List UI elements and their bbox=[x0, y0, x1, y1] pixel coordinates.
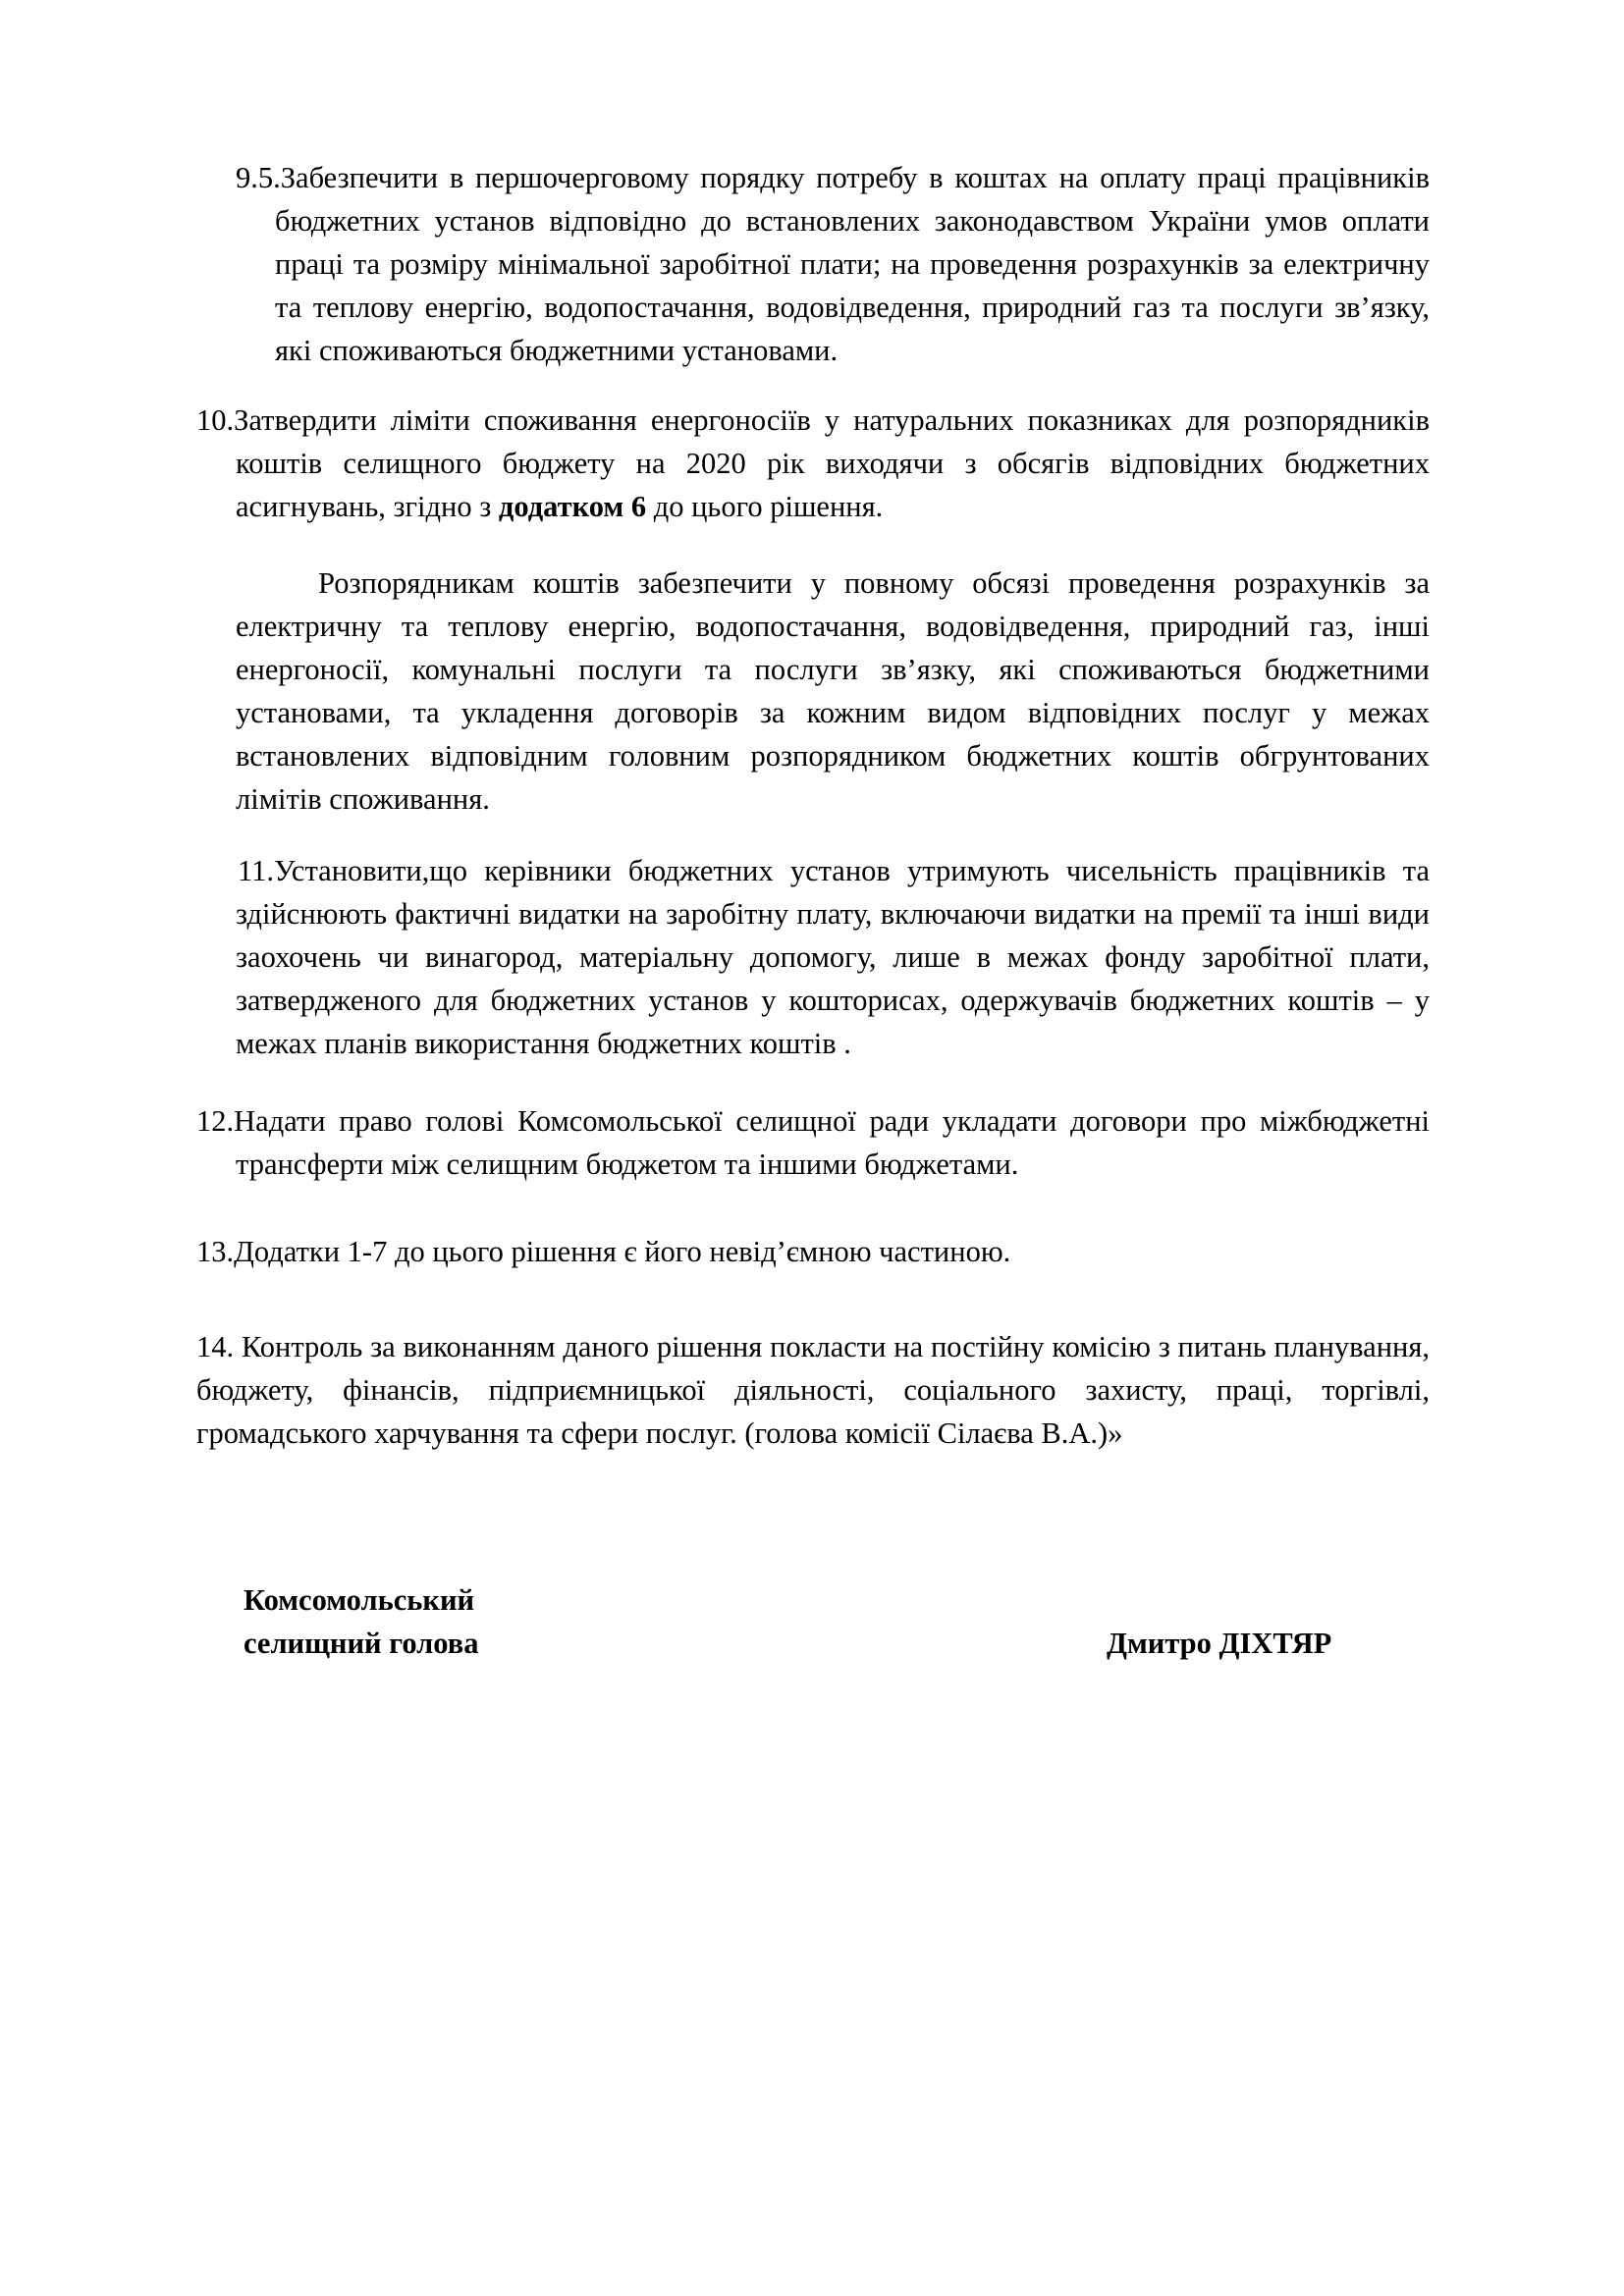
paragraph-10 bbox=[196, 399, 1430, 528]
paragraph-12: 12.Надати право голові Комсомольської селищної ради укладати договори про міжбюджетні трансферти між селищним бюджетом та іншими бюджетами. bbox=[196, 1104, 1430, 1181]
signature-title-line1: Комсомольський bbox=[244, 1583, 475, 1617]
paragraph-10-text-end: до цього рішення. bbox=[646, 490, 884, 523]
signature-name: Дмитро ДІХТЯР bbox=[1107, 1627, 1332, 1660]
signature-title-line2: селищний голова bbox=[244, 1627, 479, 1660]
paragraph-10-appendix-ref: додатком 6 bbox=[498, 490, 647, 523]
paragraph-14: 14. Контроль за виконанням даного рішення покласти на постійну комісію з питань планування, бюджету, фінансів, підприємницької діяльності, соціального захисту, праці, торгівлі, громадського харчування та сфери послуг. (голова комісії Сілаєва В.А.)» bbox=[196, 1330, 1430, 1450]
paragraph-10-text: 10.Затвердити ліміти споживання енергоносіїв у натуральних показниках для розпорядників коштів селищного бюджету на 2020 рік виходячи з обсягів відповідних бюджетних асигнувань, згідно з bbox=[196, 403, 1430, 523]
paragraph-10-continuation: Розпорядникам коштів забезпечити у повному обсязі проведення розрахунків за електричну та теплову енергію, водопостачання, водовідведення, природний газ, інші енергоносії, комунальні послуги та послуги зв’язку, які споживаються бюджетними установами, та укладення договорів за кожним видом відповідних послуг у межах встановлених відповідним головним розпорядником бюджетних коштів обгрунтованих лімітів споживання. bbox=[236, 566, 1430, 816]
paragraph-13: 13.Додатки 1-7 до цього рішення є його невід’ємною частиною. bbox=[196, 1235, 1011, 1268]
paragraph-11: 11.Установити,що керівники бюджетних установ утримують чисельність працівників та здійснюють фактичні видатки на заробітну плату, включаючи видатки на премії та інші види заохочень чи винагород, матеріальну допомогу, лише в межах фонду заробітної плати, затвердженого для бюджетних установ у кошторисах, одержувачів бюджетних коштів – у межах планів використання бюджетних коштів . bbox=[236, 854, 1430, 1060]
paragraph-9-5: 9.5.Забезпечити в першочерговому порядку потребу в коштах на оплату праці працівників бюджетних установ відповідно до встановлених законодавством України умов оплати праці та розміру мінімальної заробітної плати; на проведення розрахунків за електричну та теплову енергію, водопостачання, водовідведення, природний газ та послуги зв’язку, які споживаються бюджетними установами. bbox=[236, 161, 1430, 367]
